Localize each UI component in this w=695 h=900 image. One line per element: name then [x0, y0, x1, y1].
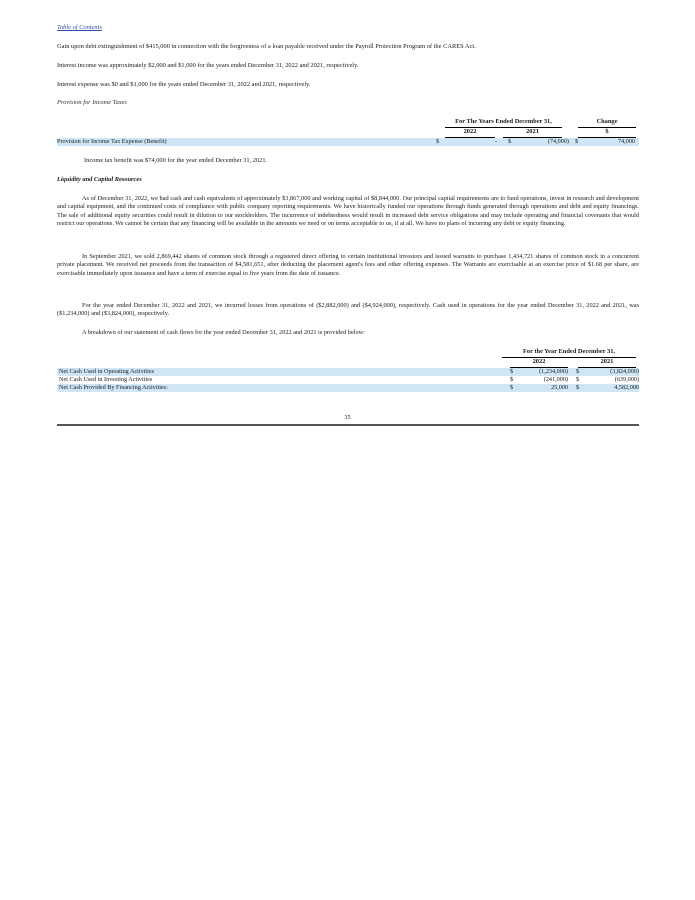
cash-flow-intro-paragraph — [57, 329, 639, 337]
cash-row-label: Net Cash Provided By Financing Activities: — [59, 384, 168, 391]
cash-row-value-2021: 4,582,000 — [614, 384, 639, 391]
table-row — [57, 384, 639, 392]
tax-row-value-2022: - — [494, 138, 497, 145]
offering-paragraph-text: In September 2021, we sold 2,869,442 shares of common stock through a registered direct offering to certain institutional investors and issued warrants to purchase 1,434,721 shares of common stock in a concurrent private placement. We received net proceeds from the transaction of $4,581,651, after deducting the placement agent's fees and other offering expenses. The Warrants are exercisable at an exercise price of $1.68 per share, are exercisable immediately upon issuance and have a term of exercise equal to five years from the date of issuance. — [57, 253, 639, 277]
liquidity-paragraph-1 — [57, 195, 639, 228]
interest-expense-text: Interest expense was $0 and $1,000 for the years ended December 31, 2022 and 2021, respectively. — [57, 81, 311, 88]
cash-row-value-2022: (241,000) — [543, 376, 568, 383]
page-bottom-divider — [57, 424, 639, 426]
tax-change-header: Change — [596, 118, 618, 125]
liquidity-paragraph-1-text: As of December 31, 2022, we had cash and cash equivalents of approximately $3,867,000 and working capital of $8,844,000. Our principal capital requirements are to fund operations, invest in research and development and capital equipment, and the continued costs of compliance with public company reporting requirements. We have historically funded our operations through funds generated through operations and debt and equity financings. The sale of additional equity securities could result in dilution to our stockholders. The incurrence of indebtedness would result in increased debt service obligations and may include operating and financial covenants that would restrict our operations. We cannot be certain that any financing will be available in the amounts we need or on terms acceptable to us, if at all. We have no plans of incurring any debt or equity financing. — [57, 195, 639, 227]
tax-row-currency-2022: $ — [436, 138, 440, 145]
cash-row-value-2022: (1,234,000) — [539, 368, 568, 375]
cash-row-currency-2021: $ — [576, 368, 580, 375]
cash-row-currency-2021: $ — [576, 376, 580, 383]
tax-table-group-header: For The Years Ended December 31, — [455, 118, 552, 125]
cash-row-currency-2022: $ — [510, 384, 514, 391]
tax-col-2022: 2022 — [463, 128, 477, 135]
cash-col-2022: 2022 — [532, 358, 546, 365]
tax-row-label: Provision for Income Tax Expense (Benefit) — [57, 138, 167, 145]
cash-row-currency-2022: $ — [510, 376, 514, 383]
tax-row-value-2021: (74,000) — [547, 138, 569, 145]
page-number: 35 — [344, 414, 351, 421]
interest-income-text: Interest income was approximately $2,000 and $1,000 for the years ended December 31, 2022 and 2021, respectively. — [57, 62, 359, 69]
offering-paragraph — [57, 253, 639, 278]
cash-table-group-header: For the Year Ended December 31, — [522, 348, 616, 355]
cash-row-currency-2021: $ — [576, 384, 580, 391]
cash-row-label: Net Cash Used in Investing Activities — [59, 376, 153, 383]
tax-col-2021: 2021 — [526, 128, 539, 135]
cash-group-underline — [502, 357, 636, 358]
cash-row-value-2022: 25,000 — [550, 384, 568, 391]
cash-col-2021: 2021 — [600, 358, 614, 365]
tax-row-value-change: 74,000 — [617, 138, 635, 145]
cash-row-currency-2022: $ — [510, 368, 514, 375]
table-of-contents-link[interactable]: Table of Contents — [57, 24, 102, 31]
tax-group-underline — [445, 127, 562, 128]
tax-table-row — [57, 138, 639, 146]
cash-row-label: Net Cash Used in Operating Activities — [59, 368, 155, 375]
cash-row-value-2021: (3,824,000) — [610, 368, 639, 375]
table-row — [57, 376, 639, 384]
tax-col-change-unit: $ — [605, 128, 609, 135]
liquidity-heading: Liquidity and Capital Resources — [57, 176, 142, 183]
gain-text: Gain upon debt extinguishment of $415,000 in connection with the forgiveness of a loan payable received under the Payroll Protection Program of the CARES Act. — [57, 43, 476, 50]
tax-row-currency-change: $ — [575, 138, 579, 145]
tax-benefit-text: Income tax benefit was $74,000 for the year ended December 31, 2021. — [84, 157, 268, 164]
cash-flow-intro-text: A breakdown of our statement of cash flows for the year ended December 31, 2022 and 2021 is provided below: — [82, 329, 365, 336]
provision-heading: Provision for Income Taxes — [57, 99, 127, 106]
losses-paragraph-text: For the year ended December 31, 2022 and 2021, we incurred losses from operations of ($2,882,000) and ($4,924,000), respectively. Cash used in operations for the year ended December 31, 2022 and 2021, was ($1,234,000) and ($3,824,000), respectively. — [57, 302, 639, 318]
losses-paragraph — [57, 302, 639, 319]
cash-row-value-2021: (639,000) — [614, 376, 639, 383]
table-row — [57, 368, 639, 376]
tax-row-currency-2021: $ — [508, 138, 512, 145]
